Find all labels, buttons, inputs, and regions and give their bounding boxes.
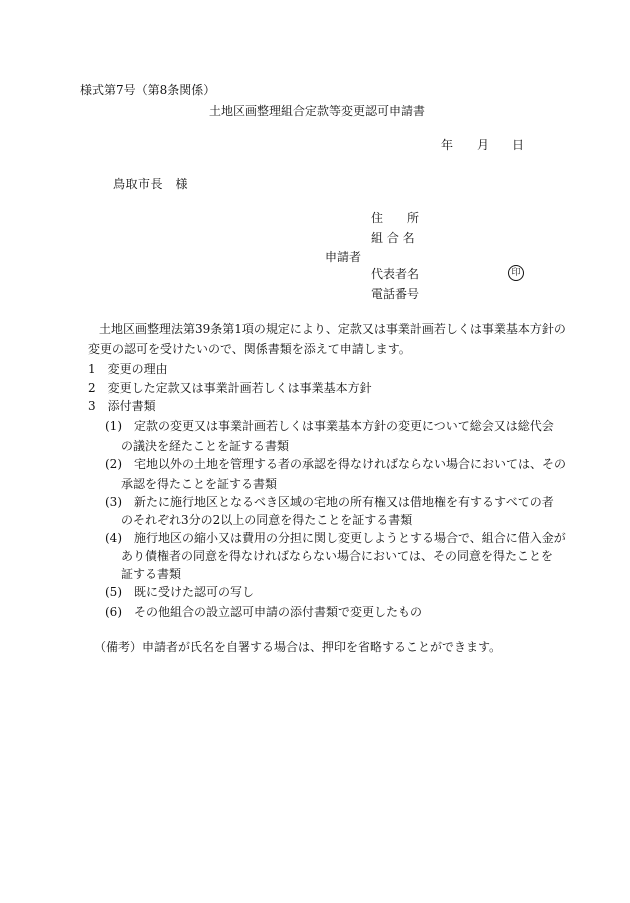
attachment-line: (1) 定款の変更又は事業計画若しくは事業基本方針の変更について総会又は総代会 (105, 419, 554, 433)
attachment-line: の議決を経たことを証する書類 (121, 439, 290, 453)
date-day-label: 日 (512, 138, 525, 152)
remark: （備考）申請者が氏名を自署する場合は、押印を省略することができます。 (94, 640, 502, 654)
attachment-line: (6) その他組合の設立認可申請の添付書類で変更したもの (105, 605, 423, 619)
attachment-line: (3) 新たに施行地区となるべき区域の宅地の所有権又は借地権を有するすべての者 (105, 495, 554, 509)
date-year-label: 年 (441, 138, 454, 152)
addressee: 鳥取市長 様 (113, 177, 189, 191)
document-title: 土地区画整理組合定款等変更認可申請書 (209, 104, 426, 118)
representative-label: 代表者名 (371, 267, 420, 281)
applicant-label: 申請者 (325, 250, 362, 264)
attachment-line: のそれぞれ3分の2以上の同意を得たことを証する書類 (121, 513, 413, 527)
item-attachments: 3 添付書類 (88, 399, 156, 413)
attachment-line: あり債権者の同意を得なければならない場合においては、その同意を得たことを (121, 549, 554, 563)
address-label: 住 所 (371, 211, 420, 225)
date-month-label: 月 (477, 138, 490, 152)
phone-label: 電話番号 (371, 287, 420, 301)
org-name-label: 組 合 名 (371, 231, 415, 245)
attachment-line: (4) 施行地区の縮小又は費用の分担に関し変更しようとする場合で、組合に借入金が (105, 531, 566, 545)
item-changed-articles: 2 変更した定款又は事業計画若しくは事業基本方針 (88, 381, 372, 395)
body-paragraph-line: 変更の認可を受けたいので、関係書類を添えて申請します。 (88, 342, 411, 356)
attachment-line: (5) 既に受けた認可の写し (105, 585, 254, 599)
form-number: 様式第7号（第8条関係） (80, 83, 216, 97)
attachment-line: 承認を得たことを証する書類 (121, 477, 278, 491)
attachment-line: (2) 宅地以外の土地を管理する者の承認を得なければならない場合においては、その (105, 457, 567, 471)
body-paragraph-line: 土地区画整理法第39条第1項の規定により、定款又は事業計画若しくは事業基本方針の (99, 322, 566, 336)
seal-icon: 印 (508, 265, 524, 281)
item-change-reason: 1 変更の理由 (88, 362, 168, 376)
attachment-line: 証する書類 (121, 567, 182, 581)
